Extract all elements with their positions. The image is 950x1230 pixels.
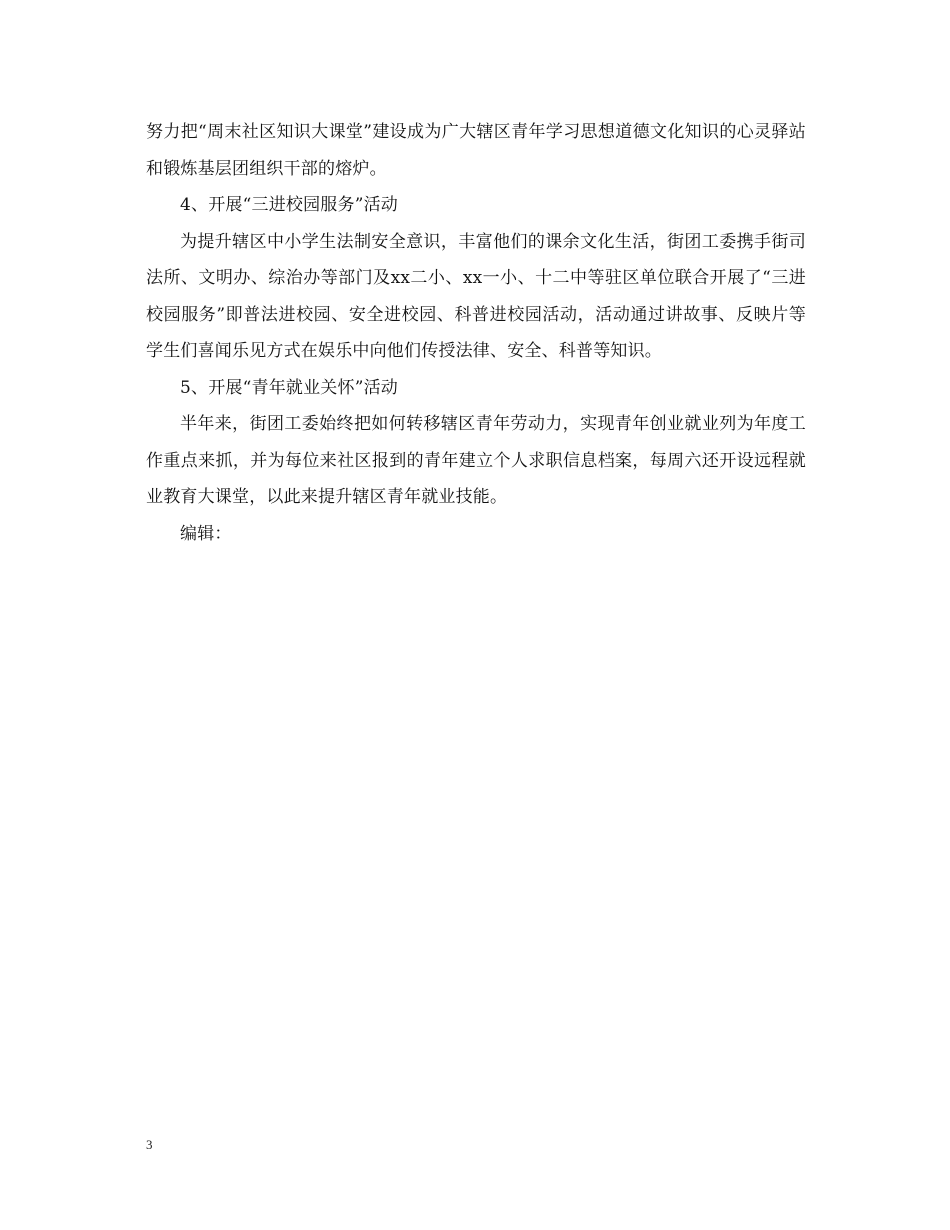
document-body bbox=[146, 114, 806, 552]
page-number: 3 bbox=[146, 1137, 153, 1152]
section-heading-5: 5、开展“青年就业关怀”活动 bbox=[180, 377, 398, 398]
paragraph-continuation: 努力把“周末社区知识大课堂”建设成为广大辖区青年学习思想道德文化知识的心灵驿站和锻炼基层团组织干部的熔炉。 bbox=[146, 122, 806, 179]
section-heading-4: 4、开展“三进校园服务”活动 bbox=[180, 195, 398, 215]
paragraph-editor: 编辑： bbox=[180, 523, 232, 544]
paragraph-campus-service: 为提升辖区中小学生法制安全意识，丰富他们的课余文化生活，街团工委携手街司法所、文明办、综治办等部门及xx二小、xx一小、十二中等驻区单位联合开展了“三进校园服务”即普法进校园、安全进校园、科普进校园活动，活动通过讲故事、反映片等学生们喜闻乐见方式在娱乐中向他们传授法律、安全、科普等知识。 bbox=[146, 231, 806, 361]
paragraph-youth-employment: 半年来，街团工委始终把如何转移辖区青年劳动力，实现青年创业就业列为年度工作重点来抓，并为每位来社区报到的青年建立个人求职信息档案，每周六还开设远程就业教育大课堂，以此来提升辖区青年就业技能。 bbox=[146, 414, 806, 507]
